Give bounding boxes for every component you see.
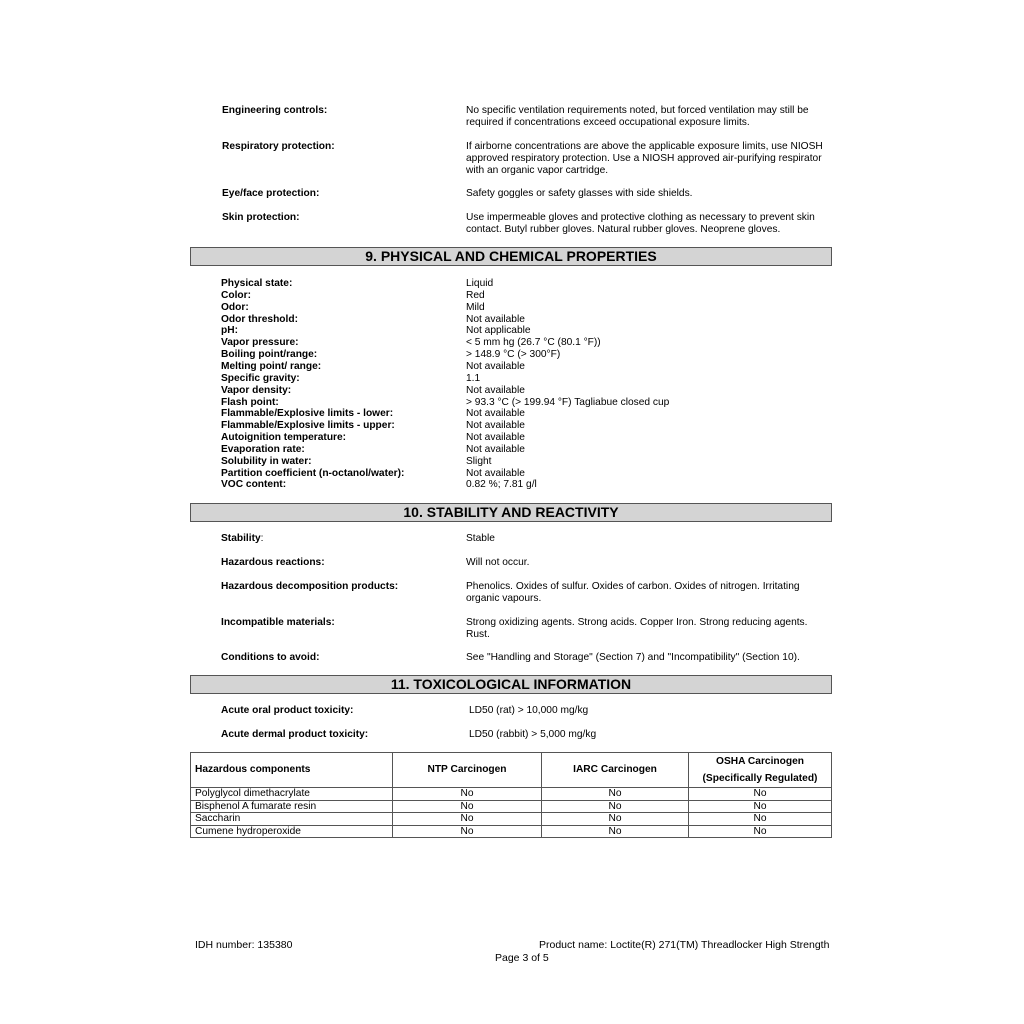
conditions-to-avoid-label: Conditions to avoid: xyxy=(221,652,320,663)
property-value: Not available xyxy=(466,408,525,420)
property-value: > 148.9 °C (> 300°F) xyxy=(466,349,561,361)
property-value: 0.82 %; 7.81 g/l xyxy=(466,479,537,491)
footer-product-name: Product name: Loctite(R) 271(TM) Threadlocker High Strength xyxy=(539,939,830,951)
respiratory-protection-label: Respiratory protection: xyxy=(222,141,335,152)
property-label: Evaporation rate: xyxy=(221,443,305,455)
header-iarc: IARC Carcinogen xyxy=(542,753,689,788)
hazardous-decomposition-value: Phenolics. Oxides of sulfur. Oxides of carbon. Oxides of nitrogen. Irritating organic vapours. xyxy=(466,581,800,604)
stability-colon: : xyxy=(260,533,264,544)
header-hazardous-components: Hazardous components xyxy=(191,753,393,788)
table-header-row xyxy=(191,753,832,788)
carcinogen-cell: No xyxy=(393,825,542,838)
carcinogen-cell: No xyxy=(542,825,689,838)
property-label: Odor: xyxy=(221,301,249,313)
property-label: pH: xyxy=(221,325,238,337)
stability-label-text: Stability xyxy=(221,533,261,544)
property-label: Flammable/Explosive limits - upper: xyxy=(221,420,395,432)
component-name-cell: Saccharin xyxy=(191,813,393,826)
property-label: VOC content: xyxy=(221,479,287,491)
property-value: < 5 mm hg (26.7 °C (80.1 °F)) xyxy=(466,337,601,349)
acute-oral-label: Acute oral product toxicity: xyxy=(221,705,354,716)
property-value: Liquid xyxy=(466,278,494,289)
carcinogen-cell: No xyxy=(689,800,832,813)
property-label: Solubility in water: xyxy=(221,455,312,467)
header-osha-line1: OSHA Carcinogen xyxy=(716,756,804,767)
carcinogen-cell: No xyxy=(393,800,542,813)
acute-oral-value: LD50 (rat) > 10,000 mg/kg xyxy=(469,705,589,716)
property-label: Flammable/Explosive limits - lower: xyxy=(221,408,394,420)
skin-protection-value: Use impermeable gloves and protective clothing as necessary to prevent skin contact. Butyl rubber gloves. Natural rubber gloves. Neoprene gloves. xyxy=(466,212,815,235)
property-value: > 93.3 °C (> 199.94 °F) Tagliabue closed cup xyxy=(466,396,670,408)
hazardous-reactions-label: Hazardous reactions: xyxy=(221,557,325,568)
carcinogen-table-body xyxy=(191,788,832,838)
carcinogen-cell: No xyxy=(542,800,689,813)
property-label: Vapor pressure: xyxy=(221,337,299,349)
footer-idh-number: IDH number: 135380 xyxy=(195,939,293,951)
skin-protection-label: Skin protection: xyxy=(222,212,300,223)
property-value: Red xyxy=(466,289,485,301)
header-osha-line2: (Specifically Regulated) xyxy=(702,772,818,784)
header-ntp: NTP Carcinogen xyxy=(393,753,542,788)
section-11-heading: 11. TOXICOLOGICAL INFORMATION xyxy=(190,675,832,694)
engineering-controls-label: Engineering controls: xyxy=(222,105,328,116)
eye-face-protection-value: Safety goggles or safety glasses with side shields. xyxy=(466,188,693,199)
property-value: Not available xyxy=(466,313,525,325)
stability-value: Stable xyxy=(466,533,495,544)
property-value: Mild xyxy=(466,301,485,313)
property-label: Partition coefficient (n-octanol/water): xyxy=(221,467,405,479)
component-name-cell: Bisphenol A fumarate resin xyxy=(191,800,393,813)
property-label: Color: xyxy=(221,289,251,301)
carcinogen-cell: No xyxy=(689,788,832,801)
property-value: Not available xyxy=(466,420,525,432)
property-value: Not available xyxy=(466,360,525,372)
carcinogen-cell: No xyxy=(542,788,689,801)
hazardous-decomposition-label: Hazardous decomposition products: xyxy=(221,581,399,592)
carcinogen-cell: No xyxy=(393,788,542,801)
carcinogen-table xyxy=(190,752,832,838)
property-label: Boiling point/range: xyxy=(221,349,318,361)
table-row xyxy=(191,788,832,801)
property-label: Odor threshold: xyxy=(221,313,298,325)
section-10-heading: 10. STABILITY AND REACTIVITY xyxy=(190,503,832,522)
table-row xyxy=(191,825,832,838)
carcinogen-cell: No xyxy=(689,813,832,826)
acute-dermal-label: Acute dermal product toxicity: xyxy=(221,729,369,740)
eye-face-protection-label: Eye/face protection: xyxy=(222,188,320,199)
property-value: 1.1 xyxy=(466,372,481,384)
property-value: Not available xyxy=(466,432,525,444)
carcinogen-cell: No xyxy=(689,825,832,838)
property-label: Vapor density: xyxy=(221,384,292,396)
stability-label xyxy=(221,533,263,545)
property-label: Physical state: xyxy=(221,278,293,289)
property-value: Not available xyxy=(466,443,525,455)
table-row xyxy=(191,800,832,813)
incompatible-materials-label: Incompatible materials: xyxy=(221,617,335,628)
property-value: Not available xyxy=(466,467,525,479)
section-9-heading: 9. PHYSICAL AND CHEMICAL PROPERTIES xyxy=(190,247,832,266)
table-row xyxy=(191,813,832,826)
property-value: Not applicable xyxy=(466,325,531,337)
property-label: Melting point/ range: xyxy=(221,360,322,372)
property-label: Flash point: xyxy=(221,396,279,408)
hazardous-reactions-value: Will not occur. xyxy=(466,557,530,568)
carcinogen-cell: No xyxy=(393,813,542,826)
conditions-to-avoid-value: See "Handling and Storage" (Section 7) and "Incompatibility" (Section 10). xyxy=(466,652,800,663)
footer-page-number: Page 3 of 5 xyxy=(495,952,549,964)
header-osha xyxy=(689,753,832,788)
engineering-controls-value: No specific ventilation requirements noted, but forced ventilation may still be required if concentrations exceed occupational exposure limits. xyxy=(466,105,809,128)
component-name-cell: Polyglycol dimethacrylate xyxy=(191,788,393,801)
respiratory-protection-value: If airborne concentrations are above the applicable exposure limits, use NIOSH approved respiratory protection. Use a NIOSH approved air-purifying respirator with an organic vapor cartridge. xyxy=(466,141,823,176)
property-label: Autoignition temperature: xyxy=(221,432,347,444)
property-value: Not available xyxy=(466,384,525,396)
property-label: Specific gravity: xyxy=(221,372,300,384)
property-value: Slight xyxy=(466,455,492,467)
acute-dermal-value: LD50 (rabbit) > 5,000 mg/kg xyxy=(469,729,597,740)
component-name-cell: Cumene hydroperoxide xyxy=(191,825,393,838)
incompatible-materials-value: Strong oxidizing agents. Strong acids. Copper Iron. Strong reducing agents. Rust. xyxy=(466,617,808,640)
carcinogen-cell: No xyxy=(542,813,689,826)
